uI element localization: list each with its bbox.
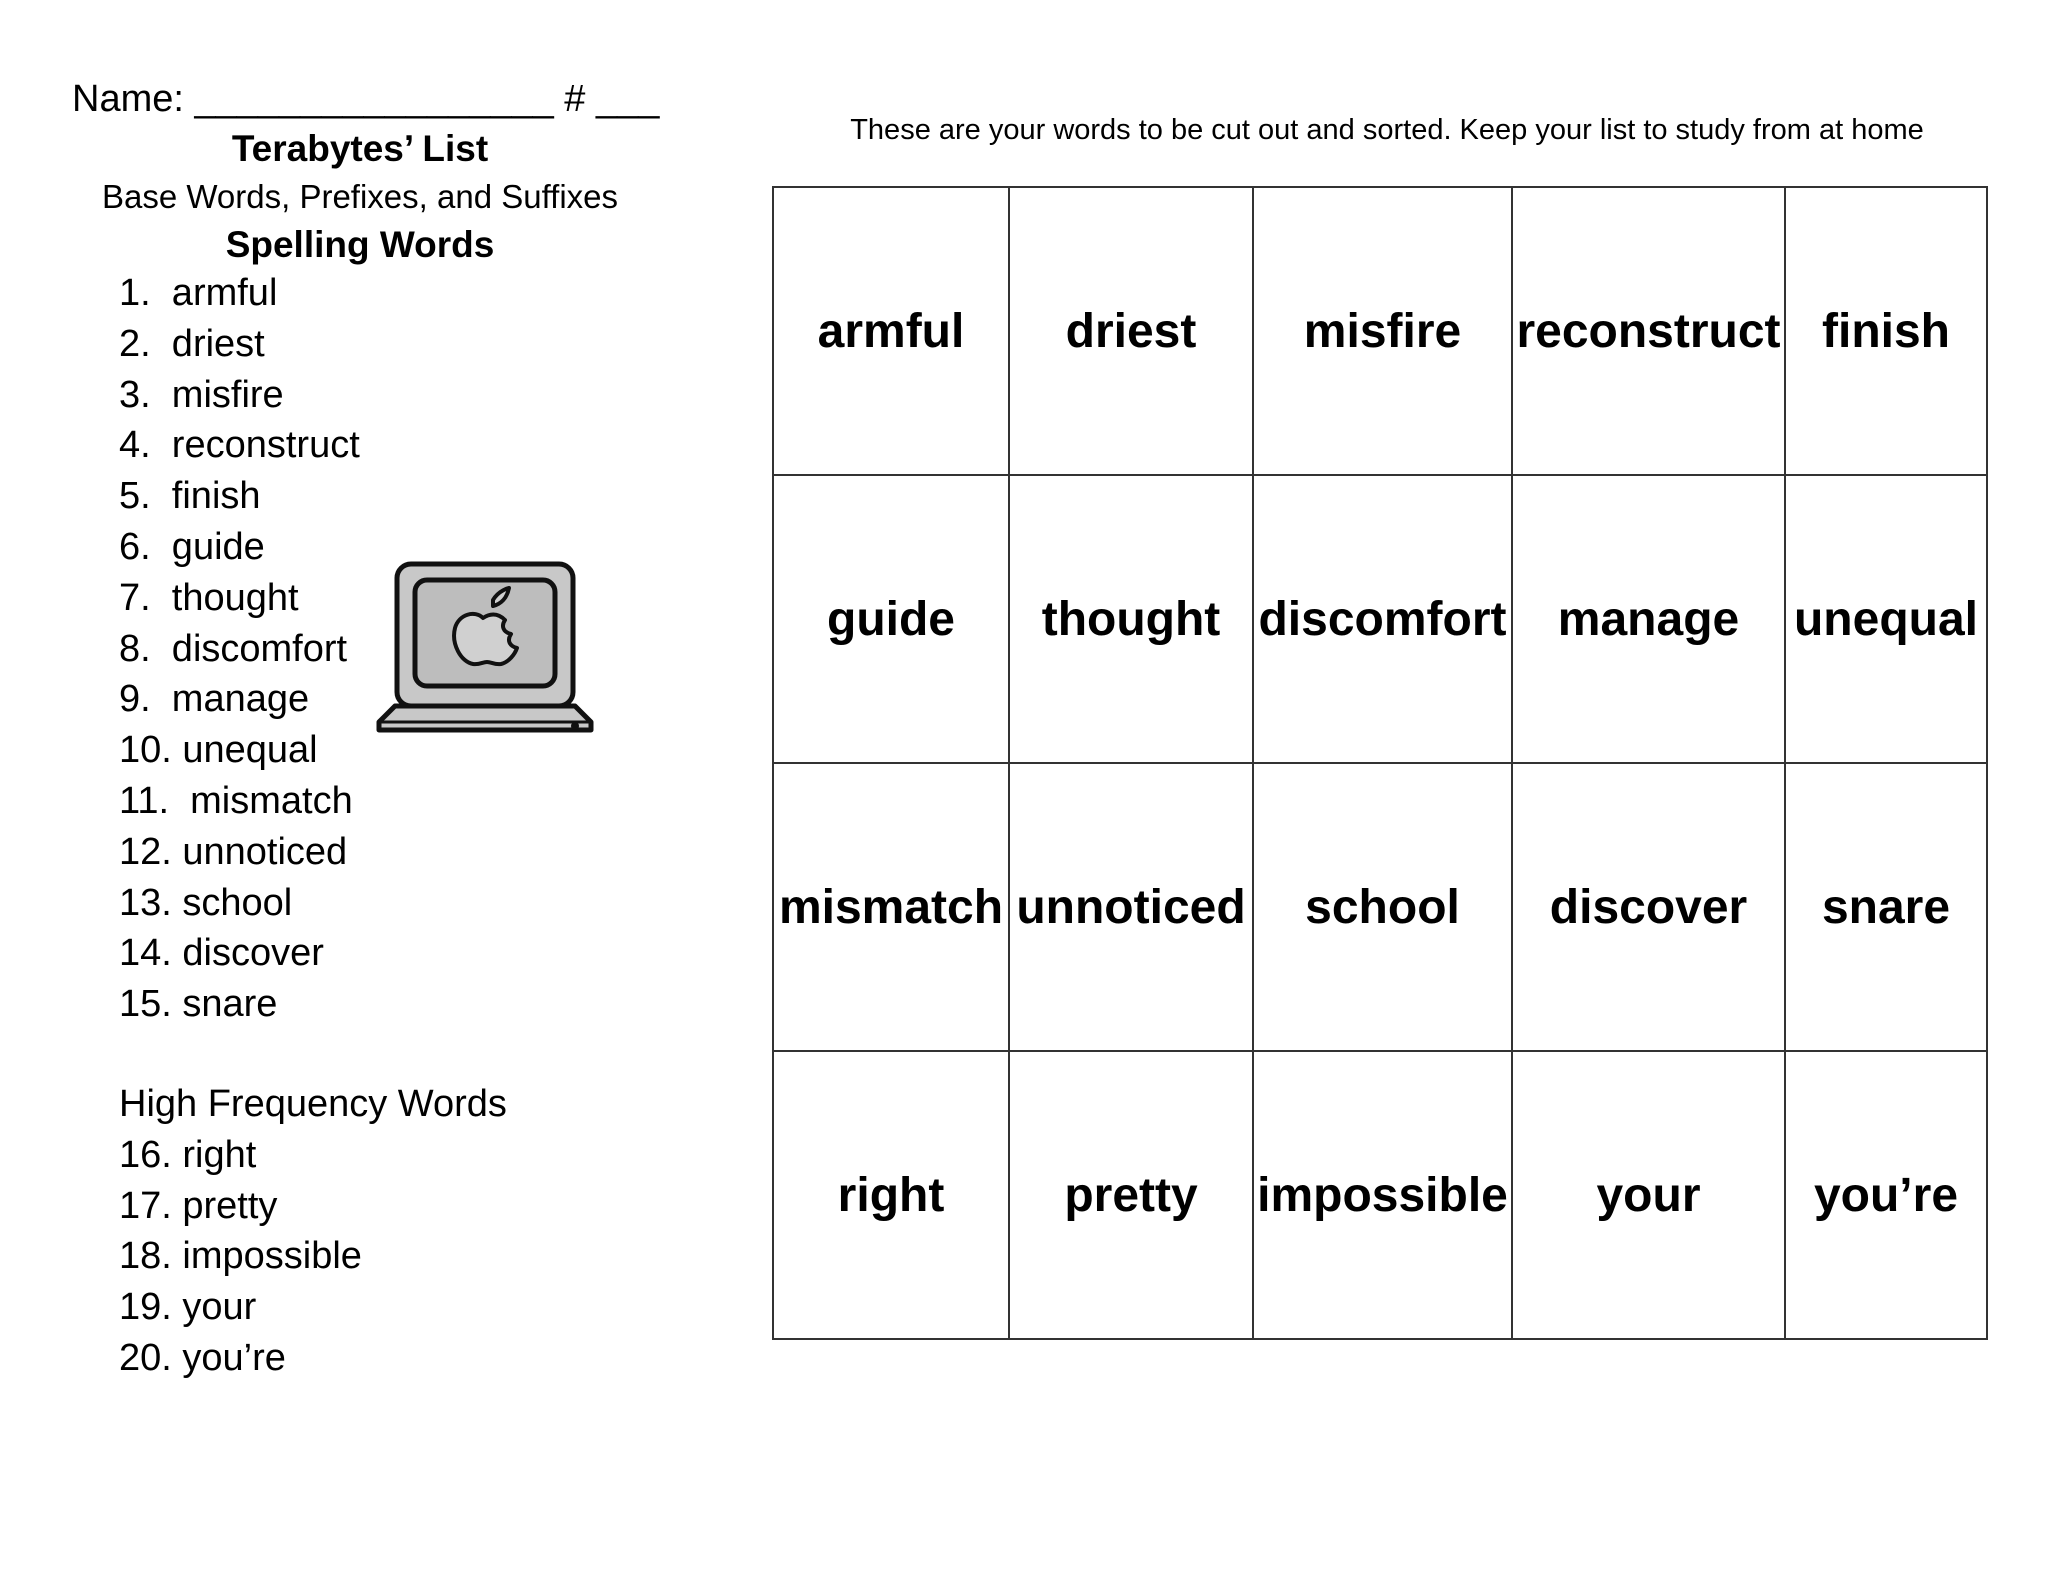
list-item: 10. unequal [119,729,318,772]
list-item: 19. your [119,1286,257,1329]
list-item: 1. armful [119,272,278,314]
list-item: 12. unnoticed [119,830,348,873]
word-card: snare [1785,763,1987,1051]
high-frequency-word-list [119,1130,507,1384]
word-card: driest [1009,187,1253,475]
word-card: pretty [1009,1051,1253,1339]
list-item: 20. you’re [119,1336,286,1379]
list-item: 3. misfire [119,373,284,416]
table-row [773,763,1987,1051]
list-item: 7. thought [119,576,299,619]
list-subtitle: Base Words, Prefixes, and Suffixes [101,178,619,215]
name-number-line: Name: _________________ # ___ [72,78,660,120]
word-card: unnoticed [1009,763,1253,1051]
word-card: armful [773,187,1009,475]
list-item: 15. snare [119,983,278,1026]
list-item: 5. finish [119,475,261,518]
list-item: 17. pretty [119,1184,278,1227]
list-item: 4. reconstruct [119,424,360,467]
high-frequency-heading: High Frequency Words [119,1083,507,1125]
word-card: right [773,1051,1009,1339]
spelling-words-heading: Spelling Words [225,224,495,265]
list-item: 18. impossible [119,1235,362,1278]
laptop-apple-icon [375,560,595,738]
list-item: 8. discomfort [119,627,348,670]
word-card-grid [772,186,1988,1340]
list-item: 14. discover [119,932,324,975]
word-card: guide [773,475,1009,763]
spelling-list-panel [0,0,720,1582]
list-item: 9. manage [119,678,310,721]
cut-out-instructions: These are your words to be cut out and sorted. Keep your list to study from at home [850,114,1924,146]
word-card: you’re [1785,1051,1987,1339]
word-card: school [1253,763,1512,1051]
word-card: reconstruct [1512,187,1785,475]
table-row [773,187,1987,475]
high-frequency-section [119,1079,507,1384]
word-card: mismatch [773,763,1009,1051]
list-item: 11. mismatch [119,779,353,822]
word-card: impossible [1253,1051,1512,1339]
list-item: 6. guide [119,525,265,568]
list-title: Terabytes’ List [231,128,489,169]
spelling-word-list [119,268,360,1030]
word-card: discomfort [1253,475,1512,763]
list-item: 13. school [119,881,293,924]
word-card: manage [1512,475,1785,763]
word-card: discover [1512,763,1785,1051]
list-item: 2. driest [119,322,265,365]
list-item: 16. right [119,1133,257,1176]
word-card: finish [1785,187,1987,475]
word-card: your [1512,1051,1785,1339]
table-row [773,1051,1987,1339]
word-card: unequal [1785,475,1987,763]
word-card: misfire [1253,187,1512,475]
table-row [773,475,1987,763]
word-card: thought [1009,475,1253,763]
